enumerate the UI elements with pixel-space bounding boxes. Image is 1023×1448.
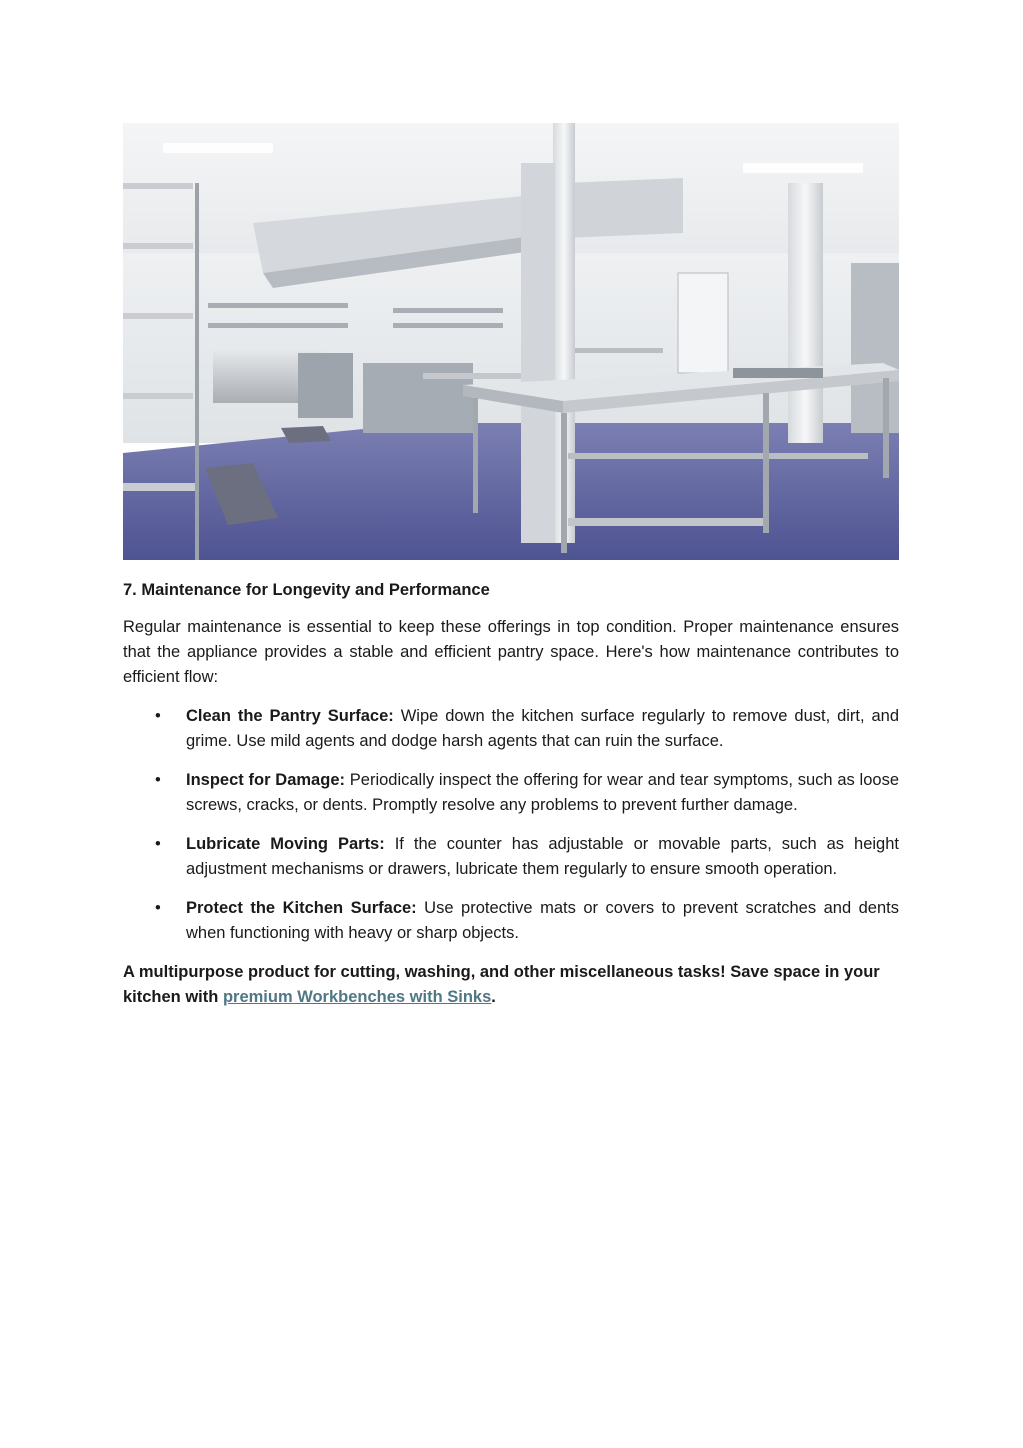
- list-item: [123, 768, 899, 818]
- tip-title: Protect the Kitchen Surface:: [186, 899, 417, 917]
- document-page: [123, 123, 899, 1010]
- intro-paragraph: Regular maintenance is essential to keep these offerings in top condition. Proper maintenance ensures that the appliance provides a stable and efficient pantry space. Here's how maintenance contributes to efficient flow:: [123, 618, 899, 686]
- tip-title: Clean the Pantry Surface:: [186, 707, 394, 725]
- tip-title: Inspect for Damage:: [186, 771, 345, 789]
- closing-lead: A multipurpose product for cutting, washing, and other miscellaneous tasks! Save space in your kitchen with: [123, 963, 880, 1006]
- closing-trail: .: [491, 988, 496, 1006]
- list-item: [123, 704, 899, 754]
- list-item: [123, 896, 899, 946]
- maintenance-tips-list: [123, 704, 899, 946]
- tip-text: Use protective mats or covers to prevent scratches and dents when functioning with heavy or sharp objects.: [186, 899, 899, 942]
- bullet-icon: •: [155, 899, 161, 917]
- bullet-icon: •: [155, 707, 161, 725]
- tip-text: If the counter has adjustable or movable parts, such as height adjustment mechanisms or drawers, lubricate them regularly to ensure smooth operation.: [186, 835, 899, 878]
- list-item: [123, 832, 899, 882]
- kitchen-photo: [123, 123, 899, 560]
- tip-text: Wipe down the kitchen surface regularly to remove dust, dirt, and grime. Use mild agents and dodge harsh agents that can ruin the surface.: [186, 707, 900, 750]
- bullet-icon: •: [155, 835, 161, 853]
- closing-paragraph: [123, 960, 899, 1010]
- tip-text: Periodically inspect the offering for wear and tear symptoms, such as loose screws, cracks, or dents. Promptly resolve any problems to prevent further damage.: [186, 771, 899, 814]
- bullet-icon: •: [155, 771, 161, 789]
- section-heading: 7. Maintenance for Longevity and Performance: [123, 581, 490, 599]
- workbenches-with-sinks-link[interactable]: premium Workbenches with Sinks: [222, 988, 492, 1006]
- tip-title: Lubricate Moving Parts:: [186, 835, 385, 853]
